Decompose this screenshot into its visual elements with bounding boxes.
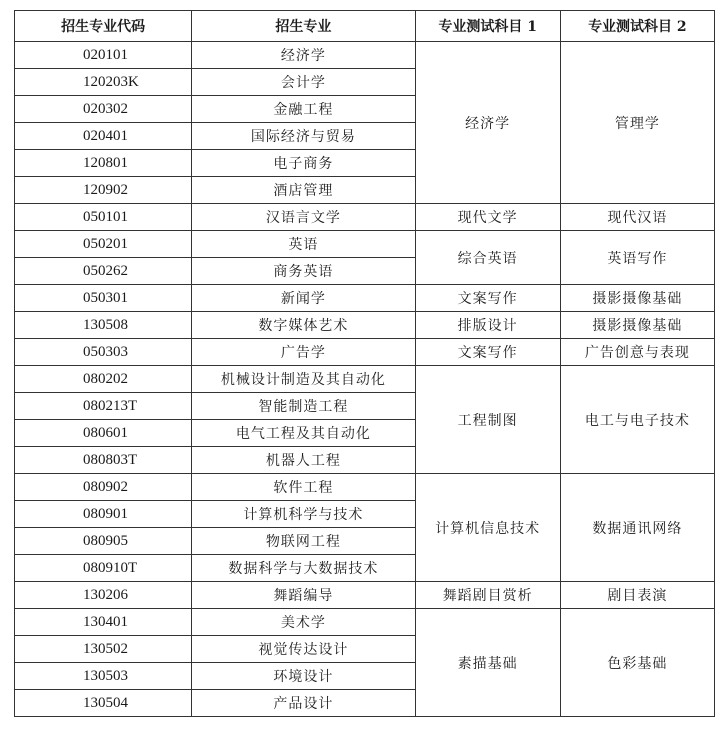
major-name-cell: 数字媒体艺术 (192, 312, 415, 339)
table-row (15, 285, 715, 312)
major-code-cell: 130504 (15, 690, 192, 717)
table-row (15, 42, 715, 69)
table-row (15, 204, 715, 231)
major-name-cell: 视觉传达设计 (192, 636, 415, 663)
major-name-cell: 数据科学与大数据技术 (192, 555, 415, 582)
table-row (15, 366, 715, 393)
subject-1-cell: 综合英语 (415, 231, 560, 285)
major-code-cell: 080202 (15, 366, 192, 393)
admission-majors-table (14, 10, 715, 717)
major-name-cell: 产品设计 (192, 690, 415, 717)
major-name-cell: 电子商务 (192, 150, 415, 177)
major-name-cell: 计算机科学与技术 (192, 501, 415, 528)
major-name-cell: 广告学 (192, 339, 415, 366)
major-code-cell: 130401 (15, 609, 192, 636)
major-name-cell: 新闻学 (192, 285, 415, 312)
major-code-cell: 080803T (15, 447, 192, 474)
major-name-cell: 汉语言文学 (192, 204, 415, 231)
major-name-cell: 电气工程及其自动化 (192, 420, 415, 447)
subject-2-cell: 广告创意与表现 (560, 339, 714, 366)
major-code-cell: 120801 (15, 150, 192, 177)
major-name-cell: 酒店管理 (192, 177, 415, 204)
major-name-cell: 金融工程 (192, 96, 415, 123)
table-body (15, 42, 715, 717)
major-code-cell: 050201 (15, 231, 192, 258)
header-subject-1: 专业测试科目 1 (415, 11, 560, 42)
major-name-cell: 环境设计 (192, 663, 415, 690)
major-name-cell: 机器人工程 (192, 447, 415, 474)
major-code-cell: 050301 (15, 285, 192, 312)
subject-2-cell: 管理学 (560, 42, 714, 204)
major-code-cell: 130206 (15, 582, 192, 609)
major-code-cell: 050262 (15, 258, 192, 285)
subject-1-cell: 计算机信息技术 (415, 474, 560, 582)
major-name-cell: 英语 (192, 231, 415, 258)
major-code-cell: 050303 (15, 339, 192, 366)
major-code-cell: 120203K (15, 69, 192, 96)
subject-2-cell: 色彩基础 (560, 609, 714, 717)
major-code-cell: 130508 (15, 312, 192, 339)
major-code-cell: 080905 (15, 528, 192, 555)
subject-2-cell: 数据通讯网络 (560, 474, 714, 582)
table-row (15, 231, 715, 258)
subject-2-cell: 英语写作 (560, 231, 714, 285)
major-code-cell: 130503 (15, 663, 192, 690)
subject-1-cell: 舞蹈剧目赏析 (415, 582, 560, 609)
table-row (15, 339, 715, 366)
major-code-cell: 020101 (15, 42, 192, 69)
subject-2-cell: 摄影摄像基础 (560, 312, 714, 339)
major-code-cell: 080213T (15, 393, 192, 420)
subject-1-cell: 素描基础 (415, 609, 560, 717)
header-subject-2: 专业测试科目 2 (560, 11, 714, 42)
major-name-cell: 会计学 (192, 69, 415, 96)
major-name-cell: 物联网工程 (192, 528, 415, 555)
subject-2-cell: 摄影摄像基础 (560, 285, 714, 312)
major-name-cell: 商务英语 (192, 258, 415, 285)
subject-1-cell: 现代文学 (415, 204, 560, 231)
subject-2-cell: 电工与电子技术 (560, 366, 714, 474)
subject-1-cell: 文案写作 (415, 339, 560, 366)
major-name-cell: 智能制造工程 (192, 393, 415, 420)
major-name-cell: 国际经济与贸易 (192, 123, 415, 150)
table-row (15, 582, 715, 609)
subject-2-cell: 现代汉语 (560, 204, 714, 231)
subject-1-cell: 排版设计 (415, 312, 560, 339)
major-name-cell: 美术学 (192, 609, 415, 636)
major-code-cell: 130502 (15, 636, 192, 663)
major-code-cell: 080910T (15, 555, 192, 582)
major-code-cell: 020302 (15, 96, 192, 123)
header-major: 招生专业 (192, 11, 415, 42)
major-code-cell: 080902 (15, 474, 192, 501)
table-row (15, 609, 715, 636)
major-code-cell: 020401 (15, 123, 192, 150)
subject-1-cell: 经济学 (415, 42, 560, 204)
major-name-cell: 软件工程 (192, 474, 415, 501)
table-row (15, 312, 715, 339)
major-code-cell: 120902 (15, 177, 192, 204)
subject-1-cell: 工程制图 (415, 366, 560, 474)
header-row (15, 11, 715, 42)
major-name-cell: 舞蹈编导 (192, 582, 415, 609)
major-name-cell: 经济学 (192, 42, 415, 69)
major-code-cell: 080901 (15, 501, 192, 528)
major-code-cell: 080601 (15, 420, 192, 447)
major-code-cell: 050101 (15, 204, 192, 231)
subject-1-cell: 文案写作 (415, 285, 560, 312)
table-row (15, 474, 715, 501)
header-code: 招生专业代码 (15, 11, 192, 42)
subject-2-cell: 剧目表演 (560, 582, 714, 609)
major-name-cell: 机械设计制造及其自动化 (192, 366, 415, 393)
